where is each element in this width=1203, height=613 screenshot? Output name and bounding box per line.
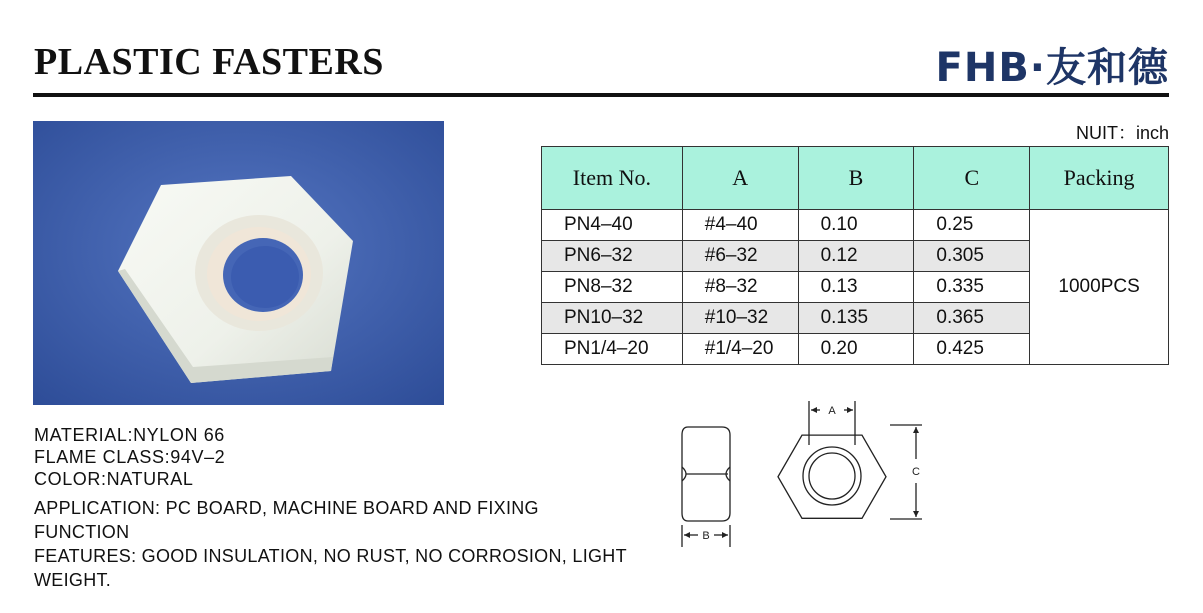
cell-item: PN8–32: [542, 272, 683, 303]
cell-item: PN1/4–20: [542, 334, 683, 365]
brand-logo: FHB·友和德: [935, 45, 1169, 91]
cell-packing: 1000PCS: [1030, 210, 1169, 365]
spec-table: [541, 146, 1169, 365]
material-line: MATERIAL:NYLON 66: [34, 425, 225, 445]
product-photo: [33, 121, 444, 405]
cell-a: #1/4–20: [682, 334, 798, 365]
table-header-row: [542, 147, 1169, 210]
cell-a: #4–40: [682, 210, 798, 241]
dimension-drawing: [670, 395, 940, 555]
cell-c: 0.335: [914, 272, 1030, 303]
dim-label-a: A: [828, 405, 836, 417]
description: [34, 496, 634, 592]
cell-b: 0.10: [798, 210, 914, 241]
cell-a: #6–32: [682, 241, 798, 272]
col-header-item: Item No.: [542, 147, 683, 210]
flame-class-line: FLAME CLASS:94V–2: [34, 447, 226, 467]
dim-label-b: B: [702, 530, 710, 542]
dim-label-c: C: [912, 466, 920, 478]
table-row: [542, 210, 1169, 241]
features-text: FEATURES: GOOD INSULATION, NO RUST, NO CORROSION, LIGHT WEIGHT.: [34, 546, 627, 590]
cell-c: 0.425: [914, 334, 1030, 365]
col-header-b: B: [798, 147, 914, 210]
color-line: COLOR:NATURAL: [34, 469, 194, 489]
cell-item: PN4–40: [542, 210, 683, 241]
cell-item: PN6–32: [542, 241, 683, 272]
cell-a: #8–32: [682, 272, 798, 303]
col-header-c: C: [914, 147, 1030, 210]
cell-b: 0.13: [798, 272, 914, 303]
col-header-a: A: [682, 147, 798, 210]
cell-c: 0.305: [914, 241, 1030, 272]
cell-b: 0.135: [798, 303, 914, 334]
cell-c: 0.25: [914, 210, 1030, 241]
page-title: PLASTIC FASTERS: [34, 41, 384, 83]
cell-b: 0.20: [798, 334, 914, 365]
cell-item: PN10–32: [542, 303, 683, 334]
application-text: APPLICATION: PC BOARD, MACHINE BOARD AND FIXING FUNCTION: [34, 498, 539, 542]
cell-c: 0.365: [914, 303, 1030, 334]
cell-a: #10–32: [682, 303, 798, 334]
col-header-packing: Packing: [1030, 147, 1169, 210]
material-specs: [34, 424, 225, 490]
header-divider: [33, 93, 1169, 97]
unit-label: NUIT：inch: [1075, 123, 1169, 143]
cell-b: 0.12: [798, 241, 914, 272]
